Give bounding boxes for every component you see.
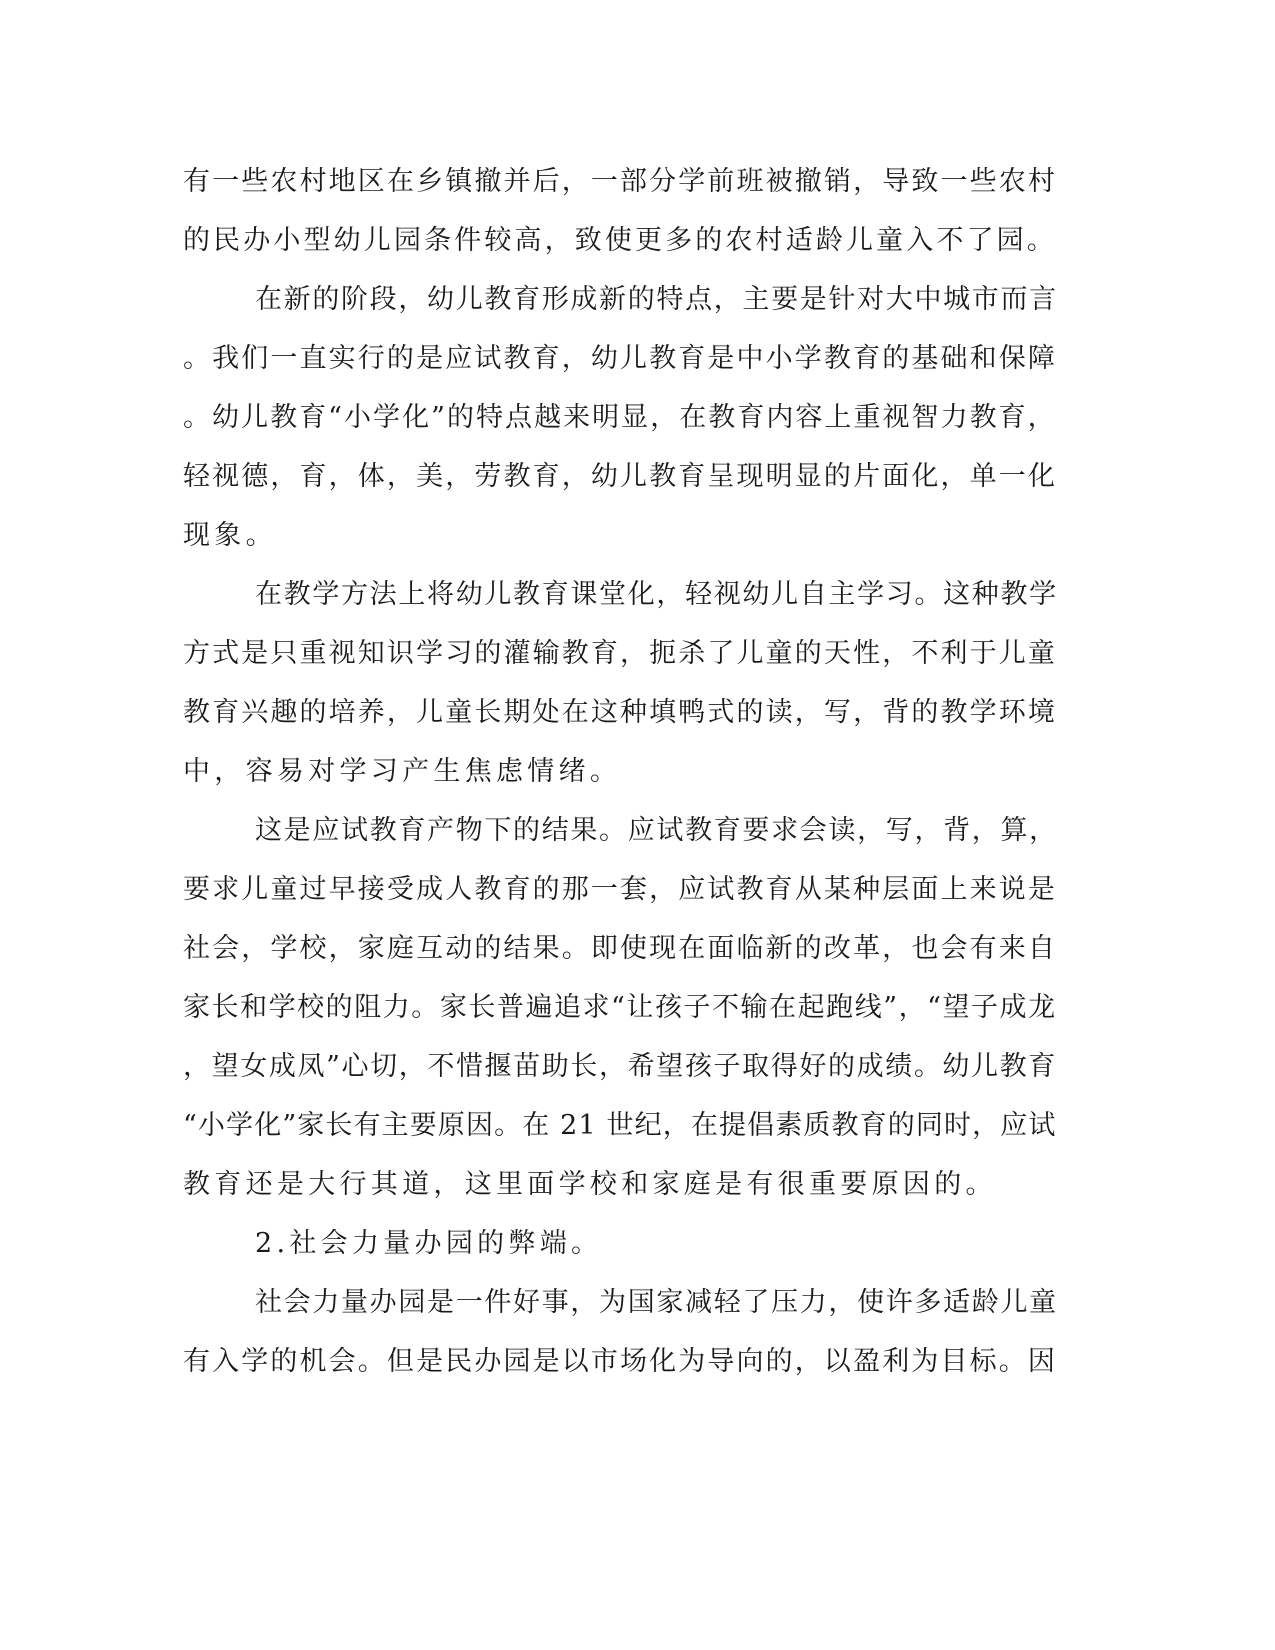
text-line: 教育还是大行其道，这里面学校和家庭是有很重要原因的。 [183, 1169, 997, 1200]
text-line: “小学化”家长有主要原因。在 21 世纪，在提倡素质教育的同时，应试 [183, 1110, 1057, 1141]
text-line: 社会力量办园是一件好事，为国家减轻了压力，使许多适龄儿童 [255, 1287, 1058, 1318]
text-line: 。我们一直实行的是应试教育，幼儿教育是中小学教育的基础和保障 [183, 343, 1057, 374]
text-line: 社会，学校，家庭互动的结果。即使现在面临新的改革，也会有来自 [183, 933, 1057, 964]
text-line: 现象。 [183, 520, 277, 551]
text-line: 有一些农村地区在乡镇撤并后，一部分学前班被撤销，导致一些农村 [183, 166, 1057, 197]
text-line: 有入学的机会。但是民办园是以市场化为导向的，以盈利为目标。因 [183, 1346, 1057, 1377]
text-line: 在新的阶段，幼儿教育形成新的特点，主要是针对大中城市而言 [255, 284, 1058, 315]
text-line: ，望女成凤”心切，不惜揠苗助长，希望孩子取得好的成绩。幼儿教育 [183, 1051, 1057, 1082]
body-text [183, 158, 1063, 1397]
text-line: 要求儿童过早接受成人教育的那一套，应试教育从某种层面上来说是 [183, 874, 1057, 905]
text-line: 这是应试教育产物下的结果。应试教育要求会读，写，背，算， [255, 815, 1058, 846]
text-line: 在教学方法上将幼儿教育课堂化，轻视幼儿自主学习。这种教学 [255, 579, 1058, 610]
text-line: 的民办小型幼儿园条件较高，致使更多的农村适龄儿童入不了园。 [183, 225, 1057, 256]
text-line: 2.社会力量办园的弊端。 [255, 1228, 603, 1259]
text-line: 。幼儿教育“小学化”的特点越来明显，在教育内容上重视智力教育， [183, 402, 1057, 433]
text-line: 家长和学校的阻力。家长普遍追求“让孩子不输在起跑线”，“望子成龙 [183, 992, 1057, 1023]
text-line: 教育兴趣的培养，儿童长期处在这种填鸭式的读，写，背的教学环境 [183, 697, 1057, 728]
text-line: 轻视德，育，体，美，劳教育，幼儿教育呈现明显的片面化，单一化 [183, 461, 1057, 492]
text-line: 中，容易对学习产生焦虑情绪。 [183, 756, 622, 787]
text-line: 方式是只重视知识学习的灌输教育，扼杀了儿童的天性，不利于儿童 [183, 638, 1057, 669]
